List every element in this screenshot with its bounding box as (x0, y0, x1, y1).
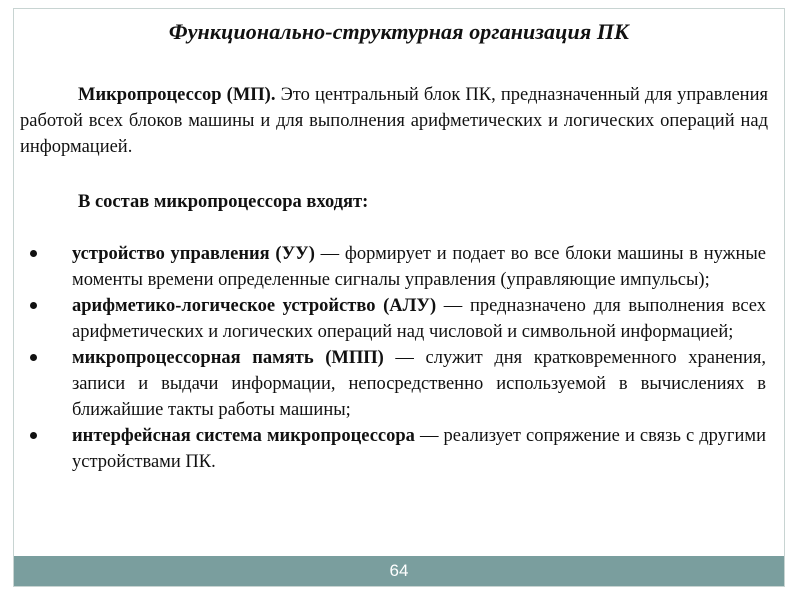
component-list (14, 241, 784, 475)
intro-paragraph (20, 82, 768, 160)
item-term: арифметико-логическое устройство (АЛУ) (72, 296, 437, 316)
list-item (14, 423, 784, 475)
slide-title: Функционально-структурная организация ПК (168, 19, 630, 44)
bullet-icon (30, 354, 37, 361)
intro-term: Микропроцессор (МП). (78, 85, 276, 105)
intro-text: Это центральный блок ПК, предназначенный для управления работой всех блоков машины и для выполнения арифметических и логических операций над информацией. (20, 85, 768, 157)
page-number: 64 (389, 561, 409, 580)
bullet-icon (30, 432, 37, 439)
bullet-icon (30, 250, 37, 257)
item-description: — предназначено для выполнения всех арифметических и логических операций над числовой и символьной информацией; (72, 296, 766, 342)
item-description: — служит дня кратковременного хранения, записи и выдачи информации, непосредственно используемой в вычислениях в ближайшие такты работы машины; (72, 348, 766, 420)
item-description: — формирует и подает во все блоки машины в нужные моменты времени определенные сигналы управления (управляющие импульсы); (72, 244, 767, 290)
bullet-icon (30, 302, 37, 309)
list-item (14, 241, 784, 293)
item-term: устройство управления (УУ) (72, 244, 315, 264)
item-description: — реализует сопряжение и связь с другими устройствами ПК. (72, 426, 766, 472)
item-term: интерфейсная система микропроцессора (72, 426, 415, 446)
item-term: микропроцессорная память (МПП) (72, 348, 384, 368)
list-item (14, 293, 784, 345)
list-item (14, 345, 784, 423)
list-heading: В состав микропроцессора входят: (78, 192, 369, 212)
footer-bar (14, 556, 784, 586)
slide (13, 8, 785, 587)
